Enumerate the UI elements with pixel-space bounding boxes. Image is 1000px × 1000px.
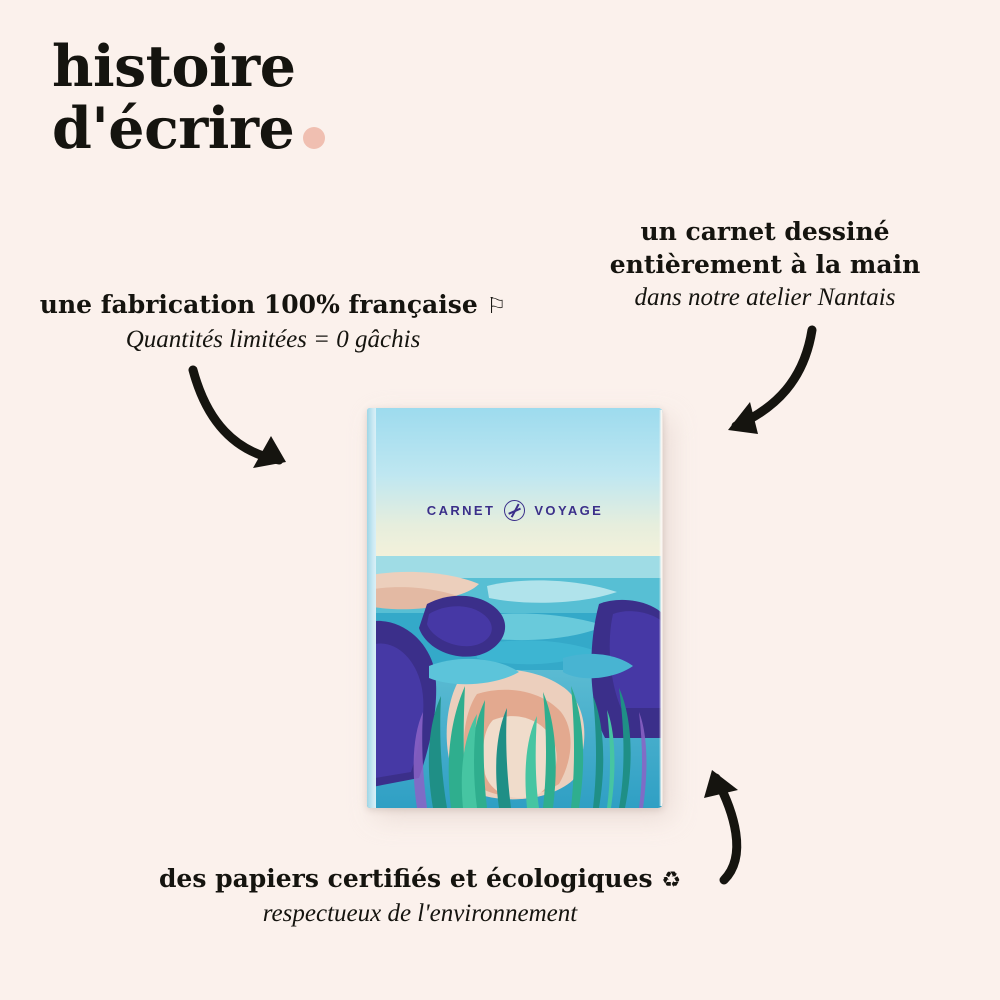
notebook-spine xyxy=(367,408,376,808)
brand-dot-icon xyxy=(303,127,325,149)
annotation-papiers-headline xyxy=(140,862,700,897)
annotation-dessine xyxy=(560,215,970,314)
cover-title xyxy=(367,500,663,521)
brand-line-1: histoire xyxy=(52,33,296,100)
brand-line-2: d'écrire xyxy=(52,95,295,162)
notebook-page-edge xyxy=(659,410,663,806)
compass-emblem-icon xyxy=(504,500,525,521)
arrow-papiers xyxy=(672,760,792,890)
annotation-fabrication xyxy=(38,288,508,356)
brand-line-2-wrap xyxy=(52,95,325,162)
annotation-papiers-headline-text: des papiers certifiés et écologiques xyxy=(158,864,653,893)
annotation-dessine-headline-2: entièrement à la main xyxy=(609,250,921,279)
brand-logo xyxy=(52,33,472,162)
cover-illustration xyxy=(367,408,663,808)
product-notebook[interactable] xyxy=(367,408,663,808)
annotation-dessine-subline: dans notre atelier Nantais xyxy=(634,284,896,311)
annotation-fabrication-headline xyxy=(38,288,508,323)
arrow-dessine xyxy=(700,322,830,452)
cover-title-left: CARNET xyxy=(426,503,496,518)
annotation-papiers xyxy=(140,862,700,930)
annotation-fabrication-subline: Quantités limitées = 0 gâchis xyxy=(125,326,421,353)
annotation-dessine-headline-1: un carnet dessiné xyxy=(640,217,890,246)
notebook-cover[interactable] xyxy=(367,408,663,808)
flag-icon: ⚐ xyxy=(486,294,507,319)
annotation-papiers-subline: respectueux de l'environnement xyxy=(262,900,578,927)
annotation-fabrication-headline-text: une fabrication 100% française xyxy=(39,290,478,319)
cover-title-right: VOYAGE xyxy=(534,503,604,518)
arrow-fabrication xyxy=(185,360,315,495)
recycling-icon: ♻ xyxy=(661,868,682,893)
